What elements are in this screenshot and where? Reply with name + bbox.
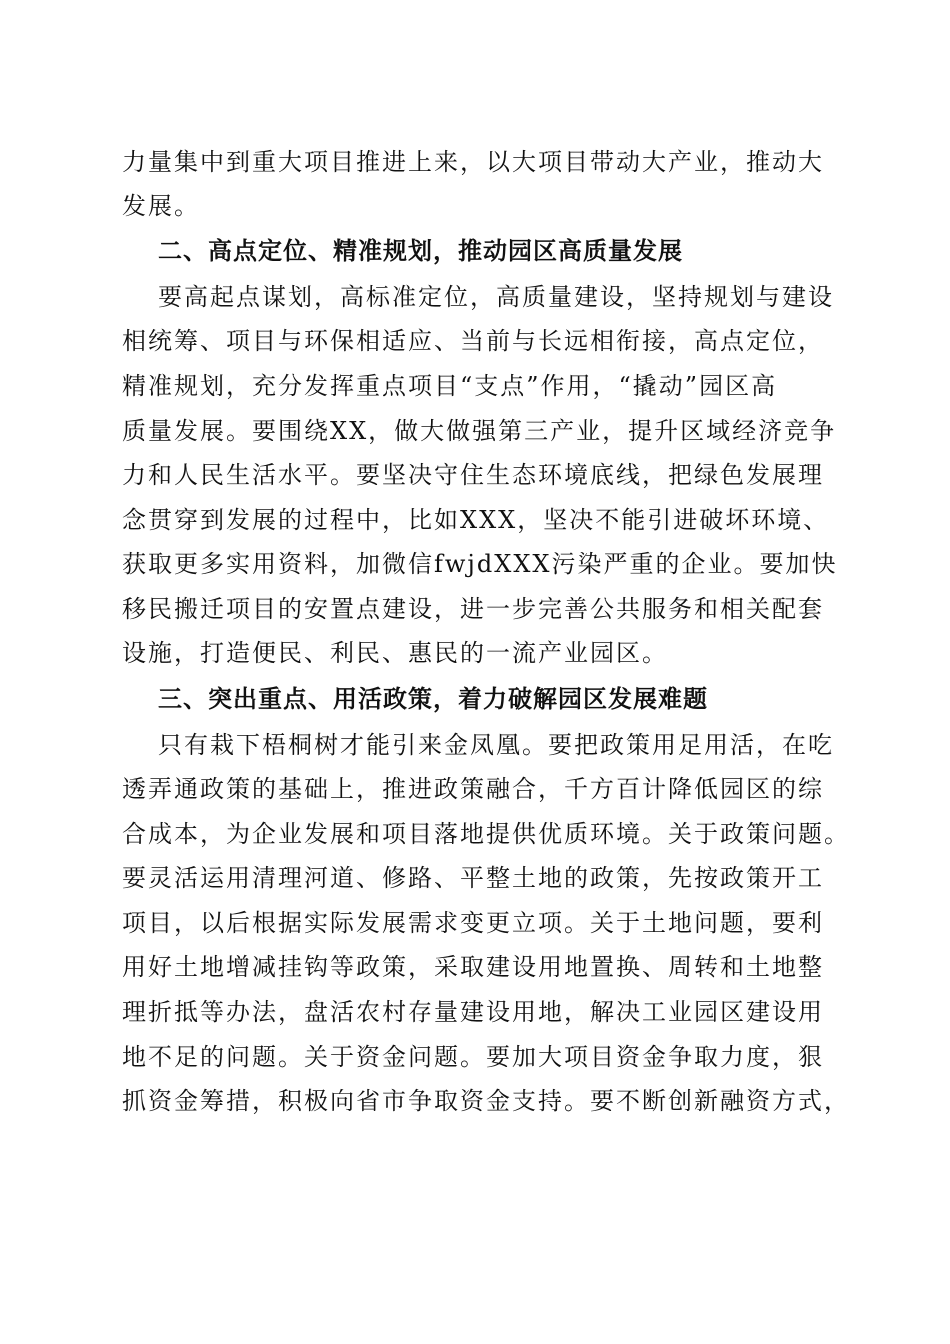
paragraph-line: 要高起点谋划，高标准定位，高质量建设，坚持规划与建设 [158, 283, 834, 311]
paragraph-line: 抓资金筹措，积极向省市争取资金支持。要不断创新融资方式， [122, 1087, 850, 1115]
paragraph-line: 合成本，为企业发展和项目落地提供优质环境。关于政策问题。 [122, 820, 850, 848]
paragraph-line: 地不足的问题。关于资金问题。要加大项目资金争取力度，狠 [122, 1043, 824, 1071]
paragraph-line: 项目，以后根据实际发展需求变更立项。关于土地问题，要利 [122, 909, 824, 937]
paragraph-line: 精准规划，充分发挥重点项目“支点”作用，“撬动”园区高 [122, 372, 778, 400]
paragraph-line: 发展。 [122, 192, 200, 220]
paragraph-line: 获取更多实用资料，加微信fwjdXXX污染严重的企业。要加快 [122, 550, 838, 578]
paragraph-line: 设施，打造便民、利民、惠民的一流产业园区。 [122, 639, 668, 667]
paragraph-line: 用好土地增减挂钩等政策，采取建设用地置换、周转和土地整 [122, 953, 824, 981]
paragraph-line: 移民搬迁项目的安置点建设，进一步完善公共服务和相关配套 [122, 595, 824, 623]
paragraph-line: 力和人民生活水平。要坚决守住生态环境底线，把绿色发展理 [122, 461, 824, 489]
paragraph-line: 只有栽下梧桐树才能引来金凤凰。要把政策用足用活，在吃 [158, 731, 834, 759]
paragraph-line: 念贯穿到发展的过程中，比如XXX，坚决不能引进破坏环境、 [122, 506, 830, 534]
paragraph-line: 透弄通政策的基础上，推进政策融合，千方百计降低园区的综 [122, 775, 824, 803]
paragraph-line: 质量发展。要围绕XX，做大做强第三产业，提升区域经济竞争 [122, 417, 837, 445]
paragraph-line: 要灵活运用清理河道、修路、平整土地的政策，先按政策开工 [122, 864, 824, 892]
paragraph-line: 理折抵等办法，盘活农村存量建设用地，解决工业园区建设用 [122, 998, 824, 1026]
paragraph-line: 相统筹、项目与环保相适应、当前与长远相衔接，高点定位， [122, 327, 824, 355]
paragraph-line: 力量集中到重大项目推进上来，以大项目带动大产业，推动大 [122, 148, 824, 176]
section-heading-2: 二、高点定位、精准规划，推动园区高质量发展 [158, 237, 683, 265]
section-heading-3: 三、突出重点、用活政策，着力破解园区发展难题 [158, 685, 708, 713]
